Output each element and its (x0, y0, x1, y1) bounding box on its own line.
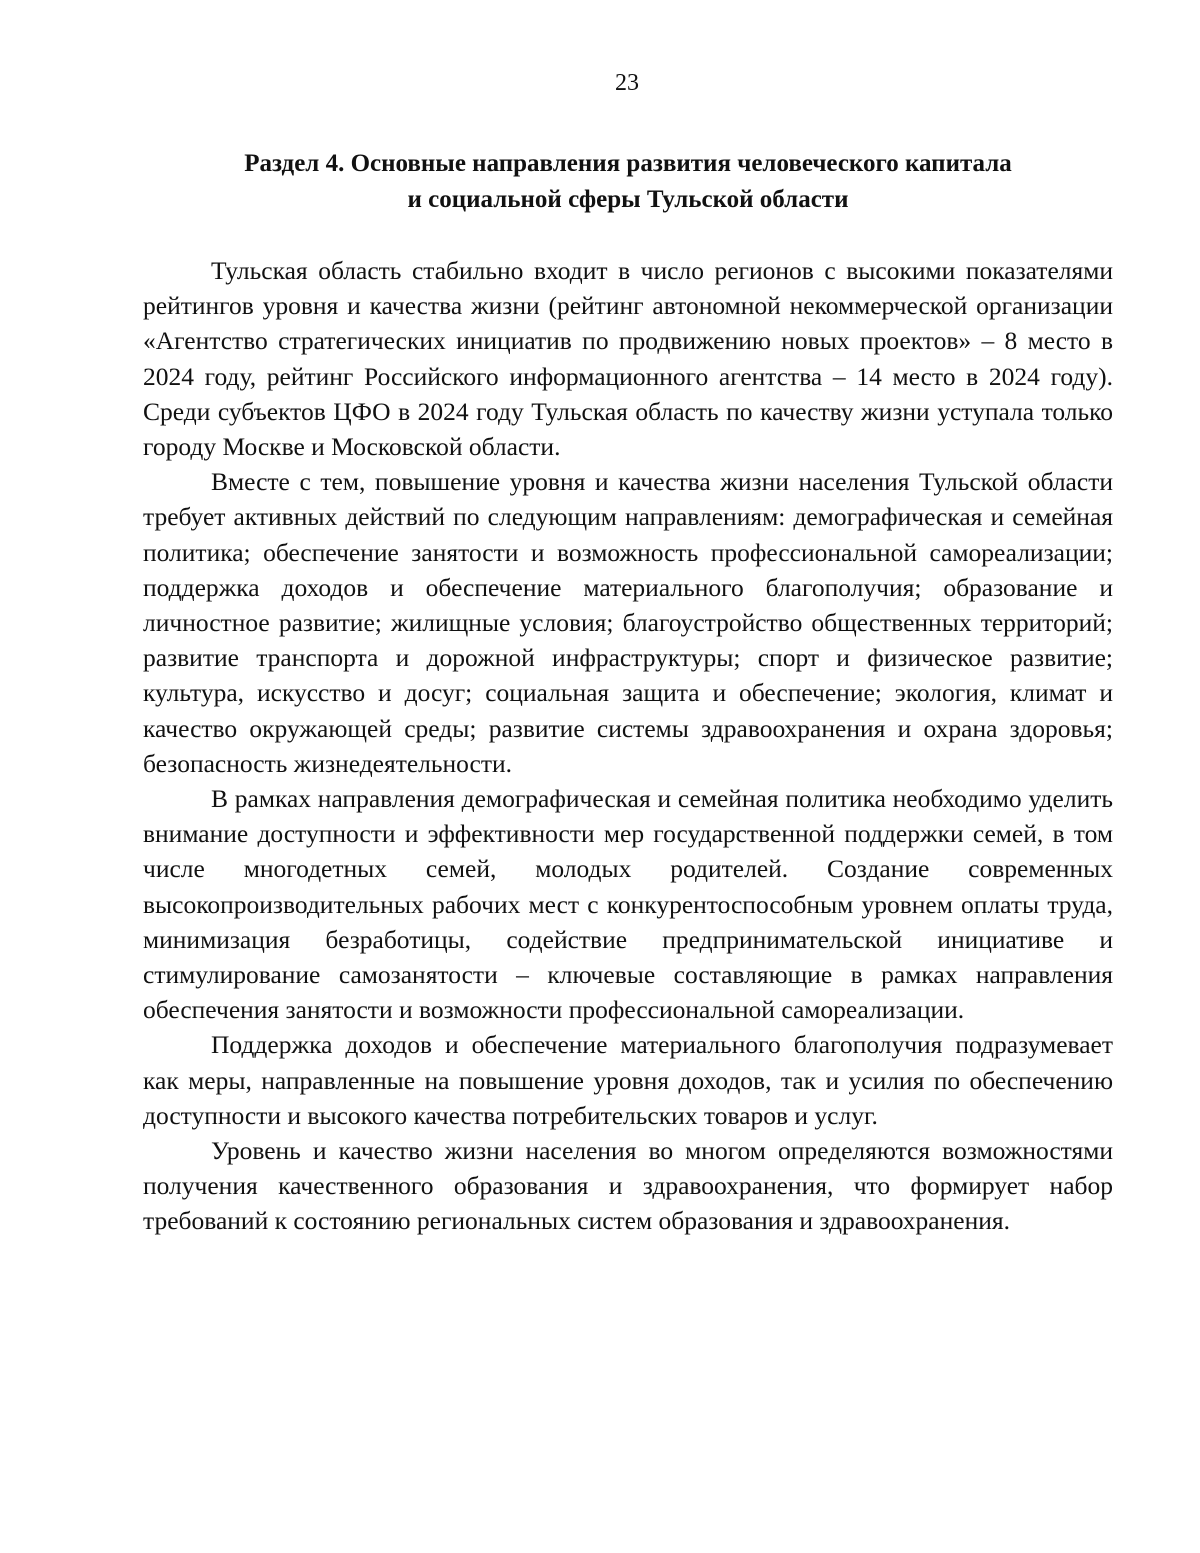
section-title-line-2: и социальной сферы Тульской области (407, 186, 849, 213)
section-title (143, 146, 1113, 218)
paragraph-1: Тульская область стабильно входит в число регионов с высокими показателями рейтингов уровня и качества жизни (рейтинг автономной некоммерческой организации «Агентство стратегических инициатив по продвижению новых проектов» – 8 место в 2024 году, рейтинг Российского информационного агентства – 14 место в 2024 году). Среди субъектов ЦФО в 2024 году Тульская область по качеству жизни уступала только городу Москве и Московской области. (143, 256, 1113, 462)
body-text (143, 253, 1113, 1239)
section-title-line-1: Раздел 4. Основные направления развития человеческого капитала (244, 150, 1012, 177)
paragraph-3: В рамках направления демографическая и семейная политика необходимо уделить внимание доступности и эффективности мер государственной поддержки семей, в том числе многодетных семей, молодых родителей. Создание современных высокопроизводительных рабочих мест с конкурентоспособным уровнем оплаты труда, минимизация безработицы, содействие предпринимательской инициативе и стимулирование самозанятости – ключевые составляющие в рамках направления обеспечения занятости и возможности профессиональной самореализации. (143, 784, 1113, 1025)
paragraph-5: Уровень и качество жизни населения во многом определяются возможностями получения качественного образования и здравоохранения, что формирует набор требований к состоянию региональных систем образования и здравоохранения. (143, 1136, 1113, 1236)
page-number: 23 (615, 70, 639, 96)
paragraph-4: Поддержка доходов и обеспечение материального благополучия подразумевает как меры, направленные на повышение уровня доходов, так и усилия по обеспечению доступности и высокого качества потребительских товаров и услуг. (143, 1030, 1113, 1130)
paragraph-2: Вместе с тем, повышение уровня и качества жизни населения Тульской области требует активных действий по следующим направлениям: демографическая и семейная политика; обеспечение занятости и возможность профессиональной самореализации; поддержка доходов и обеспечение материального благополучия; образование и личностное развитие; жилищные условия; благоустройство общественных территорий; развитие транспорта и дорожной инфраструктуры; спорт и физическое развитие; культура, искусство и досуг; социальная защита и обеспечение; экология, климат и качество окружающей среды; развитие системы здравоохранения и охрана здоровья; безопасность жизнедеятельности. (143, 467, 1113, 778)
